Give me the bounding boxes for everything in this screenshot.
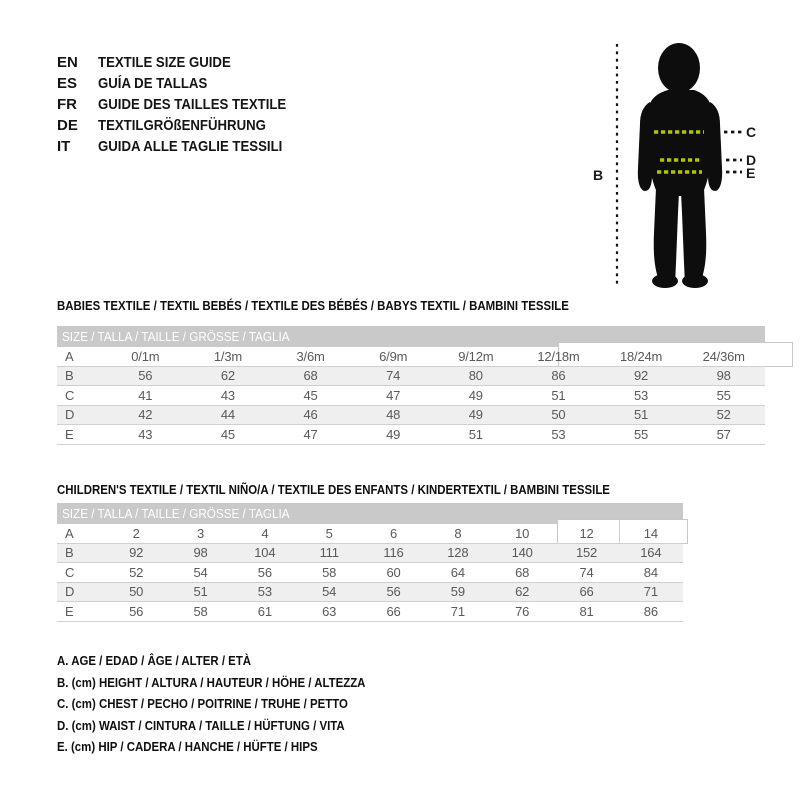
row-label: D: [65, 407, 75, 423]
table-cell: 57: [716, 426, 731, 442]
table-cell: 43: [220, 387, 235, 403]
babies-table-body: [57, 347, 765, 445]
table-cell: 71: [450, 603, 465, 619]
table-cell: 68: [303, 368, 318, 384]
table-cell: 46: [303, 407, 318, 423]
table-cell: 68: [515, 564, 530, 580]
language-row: [57, 94, 312, 115]
table-cell: 52: [129, 564, 144, 580]
table-cell: 12/18m: [537, 348, 580, 364]
row-label: E: [65, 603, 74, 619]
babies-table-header-label: SIZE / TALLA / TAILLE / GRÖSSE / TAGLIA: [62, 329, 290, 344]
row-label: A: [65, 348, 74, 364]
table-cell: 66: [386, 603, 401, 619]
table-cell: 55: [716, 387, 731, 403]
table-cell: 86: [551, 368, 566, 384]
table-cell: 5: [325, 525, 333, 541]
table-cell: 51: [551, 387, 566, 403]
table-cell: 50: [129, 584, 144, 600]
table-cell: 58: [193, 603, 208, 619]
child-silhouette-figure: [590, 28, 770, 298]
table-cell: 45: [220, 426, 235, 442]
babies-size-table: [57, 326, 765, 445]
table-cell: 59: [450, 584, 465, 600]
table-cell: 80: [468, 368, 483, 384]
table-cell: 42: [138, 407, 153, 423]
table-cell: 51: [634, 407, 649, 423]
language-title: GUIDA ALLE TAGLIE TESSILI: [98, 138, 283, 155]
legend-item: D. (cm) WAIST / CINTURA / TAILLE / HÜFTUNG / VITA: [57, 717, 345, 733]
table-cell: 3/6m: [296, 348, 325, 364]
table-cell: 84: [643, 564, 658, 580]
legend-item: E. (cm) HIP / CADERA / HANCHE / HÜFTE / HIPS: [57, 739, 318, 754]
table-row: [57, 583, 683, 603]
children-section-heading: CHILDREN'S TEXTILE / TEXTIL NIÑO/A / TEXTILE DES ENFANTS / KINDERTEXTIL / BAMBINI TESSILE: [57, 482, 610, 497]
row-label: C: [65, 387, 75, 403]
table-cell: 58: [322, 564, 337, 580]
measurement-legend: [57, 650, 408, 758]
table-cell: 111: [319, 545, 339, 561]
table-cell: 64: [450, 564, 465, 580]
table-cell: 53: [257, 584, 272, 600]
language-row: [57, 136, 312, 157]
table-cell: 51: [468, 426, 483, 442]
table-cell: 98: [193, 545, 208, 561]
table-cell: 47: [303, 426, 318, 442]
table-cell: 49: [468, 387, 483, 403]
table-cell: 152: [575, 545, 598, 561]
language-title: TEXTILGRÖßENFÜHRUNG: [98, 117, 266, 134]
table-cell: 60: [386, 564, 401, 580]
language-code: ES: [57, 75, 78, 92]
table-cell: 54: [193, 564, 208, 580]
table-cell: 0/1m: [131, 348, 160, 364]
table-cell: 53: [551, 426, 566, 442]
table-cell: 8: [454, 525, 462, 541]
children-table-body: [57, 524, 683, 622]
children-size-table: [57, 503, 683, 622]
table-cell: 45: [303, 387, 318, 403]
table-cell: 14: [643, 525, 658, 541]
table-row: [57, 544, 683, 564]
table-cell: 62: [515, 584, 530, 600]
language-code: DE: [57, 117, 78, 134]
table-row: [57, 386, 765, 406]
language-title: GUIDE DES TAILLES TEXTILE: [98, 96, 287, 113]
table-cell: 104: [254, 545, 276, 561]
table-cell: 56: [129, 603, 144, 619]
hip-label: E: [746, 165, 756, 181]
table-cell: 10: [515, 525, 530, 541]
table-cell: 56: [386, 584, 401, 600]
table-cell: 12: [579, 525, 594, 541]
table-cell: 53: [634, 387, 649, 403]
height-label: B: [593, 167, 604, 183]
table-cell: 49: [468, 407, 483, 423]
legend-item: A. AGE / EDAD / ÂGE / ALTER / ETÀ: [57, 653, 252, 668]
table-cell: 61: [257, 603, 272, 619]
table-cell: 43: [138, 426, 153, 442]
table-cell: 48: [386, 407, 401, 423]
table-cell: 3: [196, 525, 204, 541]
chest-label: C: [746, 124, 757, 140]
table-cell: 164: [640, 545, 662, 561]
table-cell: 52: [716, 407, 731, 423]
language-row: [57, 52, 312, 73]
table-cell: 9/12m: [458, 348, 494, 364]
language-code: EN: [57, 54, 78, 71]
table-cell: 128: [447, 545, 469, 561]
language-code: IT: [57, 138, 71, 155]
table-cell: 56: [257, 564, 272, 580]
table-cell: 116: [383, 545, 404, 561]
table-cell: 50: [551, 407, 566, 423]
row-label: D: [65, 584, 75, 600]
row-label: C: [65, 564, 75, 580]
babies-section-heading: BABIES TEXTILE / TEXTIL BEBÉS / TEXTILE DES BÉBÉS / BABYS TEXTIL / BAMBINI TESSILE: [57, 298, 569, 313]
table-row: [57, 347, 765, 367]
table-cell: 4: [261, 525, 269, 541]
table-cell: 62: [220, 368, 235, 384]
children-table-header-label: SIZE / TALLA / TAILLE / GRÖSSE / TAGLIA: [62, 506, 290, 521]
row-label: A: [65, 525, 74, 541]
table-cell: 18/24m: [619, 348, 663, 364]
table-cell: 56: [138, 368, 153, 384]
table-row: [57, 524, 683, 544]
legend-item: C. (cm) CHEST / PECHO / POITRINE / TRUHE / PETTO: [57, 696, 348, 711]
table-row: [57, 563, 683, 583]
row-label: B: [65, 368, 74, 384]
table-cell: 55: [634, 426, 649, 442]
table-cell: 92: [129, 545, 144, 561]
table-cell: 24/36m: [702, 348, 745, 364]
table-cell: 41: [138, 387, 153, 403]
legend-item: B. (cm) HEIGHT / ALTURA / HAUTEUR / HÖHE / ALTEZZA: [57, 674, 366, 690]
table-cell: 74: [386, 368, 401, 384]
table-cell: 47: [386, 387, 401, 403]
table-cell: 140: [511, 545, 533, 561]
child-silhouette: [638, 43, 722, 288]
table-row: [57, 425, 765, 445]
language-title: TEXTILE SIZE GUIDE: [98, 54, 231, 71]
table-cell: 76: [515, 603, 530, 619]
table-cell: 63: [322, 603, 337, 619]
table-cell: 92: [634, 368, 649, 384]
table-cell: 51: [193, 584, 208, 600]
table-cell: 2: [132, 525, 140, 541]
table-cell: 86: [643, 603, 658, 619]
table-cell: 74: [579, 564, 594, 580]
table-cell: 54: [322, 584, 337, 600]
table-cell: 6/9m: [379, 348, 408, 364]
waist-label: D: [746, 152, 757, 168]
table-cell: 49: [386, 426, 401, 442]
table-cell: 6: [389, 525, 397, 541]
language-row: [57, 73, 312, 94]
language-row: [57, 115, 312, 136]
table-cell: 44: [220, 407, 235, 423]
language-titles: [57, 52, 312, 157]
row-label: E: [65, 426, 74, 442]
table-cell: 1/3m: [213, 348, 242, 364]
table-cell: 66: [579, 584, 594, 600]
table-row: [57, 406, 765, 426]
table-cell: 71: [643, 584, 658, 600]
table-cell: 98: [716, 368, 731, 384]
table-row: [57, 602, 683, 622]
row-label: B: [65, 545, 74, 561]
language-title: GUÍA DE TALLAS: [98, 75, 208, 92]
table-cell: 81: [579, 603, 594, 619]
table-row: [57, 367, 765, 387]
language-code: FR: [57, 96, 77, 113]
